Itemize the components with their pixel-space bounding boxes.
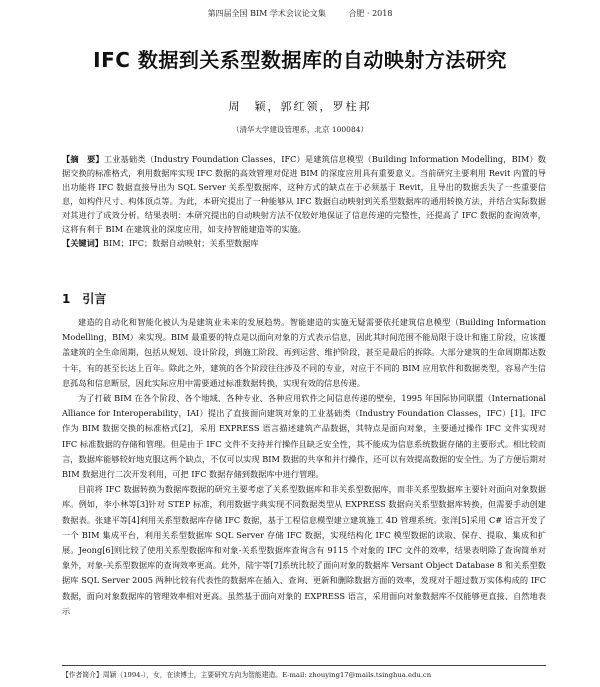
authors: 周 颖，郭红领，罗柱邦 xyxy=(228,100,372,113)
header-conference: 第四届全国 BIM 学术会议论文集 xyxy=(207,9,326,18)
section-title: 引言 xyxy=(82,292,107,306)
body-paragraph: 建造的自动化和智能化被认为是建筑业未来的发展趋势。智能建造的实施无疑需要依托建筑信息模型（Building Information Modelling，BIM）来实现。BIM 最重要的特点是以面向对象的方式表示信息，因此其时间范围不能局限于设计和施工阶段，应该覆盖建筑的全生命周期，包括从规划、设计阶段，到施工阶段、再到运营、维护阶段，甚至是最后的拆除。大部分建筑的生命周期都达数十年，有的甚至长达上百年。除此之外，建筑的各个阶段往往涉及不同的专业，对应于不同的 BIM 应用软件和数据类型，容易产生信息孤岛和信息断层，因此实际应用中需要通过标准数据转换，实现有效的信息传递。 xyxy=(62,317,546,388)
abstract-paragraph xyxy=(62,152,546,236)
abstract-label: 【摘 要】 xyxy=(62,154,104,164)
paper-title: IFC 数据到关系型数据库的自动映射方法研究 xyxy=(93,48,507,72)
keywords-label: 【关键词】 xyxy=(62,238,103,248)
affiliation: （清华大学建设管理系，北京 100084） xyxy=(231,125,368,134)
section-heading xyxy=(62,290,118,307)
running-header xyxy=(0,8,600,19)
header-location: 合肥 · 2018 xyxy=(348,9,393,18)
author-footnote: 【作者简介】周颖（1994-），女，在读博士，主要研究方向为智能建造。E-mail: zhouying17@mails.tsinghua.edu.cn xyxy=(62,665,546,679)
body-paragraph: 为了打破 BIM 在各个阶段、各个地域、各种专业、各种应用软件之间信息传递的壁垒，1995 年国际协同联盟（International Alliance for Interoperability，IAI）提出了直接面向建筑对象的工业基础类（Industry Foundation Classes，IFC）[1]。IFC 作为 BIM 数据交换的标准格式[2]，采用 EXPRESS 语言描述建筑产品数据，其特点是面向对象，主要通过操作 IFC 文件实现对 IFC 标准数据的存储和管理。但是由于 IFC 文件不支持并行操作且缺乏安全性，其不能成为信息系统数据存储的主要形式。相比较而言，数据库能够较好地克服这两个缺点，不仅可以实现 BIM 数据的共享和并行操作，还可以有效提高数据的安全性。为了方便后期对 BIM 数据进行二次开发利用，可把 IFC 数据存储到数据库中进行管理。 xyxy=(62,393,546,480)
body-text xyxy=(62,315,546,619)
abstract-text: 工业基础类（Industry Foundation Classes，IFC）是建筑信息模型（Building Information Modelling，BIM）数据交换的标准格式，利用数据库实现 IFC 数据的高效管理对促进 BIM 的深度应用具有重要意义。当前研究主要利用 Revit 内置的导出功能将 IFC 数据直接导出为 SQL Server 关系型数据库，这种方式的缺点在于必须基于 Revit，且导出的数据丢失了一些重要信息，如构件尺寸、构体顶点等。为此，本研究提出了一种能够从 IFC 数据自动映射到关系型数据库的通用转换方法，并结合实际数据对其进行了成效分析。结果表明：本研究提出的自动映射方法不仅较好地保证了信息传递的完整性，还提高了 IFC 数据的查询效率，这将有利于 BIM 在建筑业的深度应用，如支持智能建造等的实施。 xyxy=(62,154,546,234)
section-number: 1 xyxy=(62,292,71,306)
abstract-block xyxy=(62,152,546,250)
keywords-line xyxy=(62,236,546,250)
body-paragraph: 目前将 IFC 数据转换为数据库数据的研究主要考虑了关系型数据库和非关系型数据库，而非关系型数据库主要针对面向对象数据库。例如，李小林等[3]针对 STEP 标准，利用数据字典实现不同数据类型从 EXPRESS 数据向关系型数据库转换，但需要手动创建数据表。张建平等[4]利用关系型数据库存储 IFC 数据，基于工程信息模型建立建筑施工 4D 管理系统。张洋[5]采用 C# 语言开发了一个 BIM 集成平台，利用关系型数据库 SQL Server 存储 IFC 数据，实现结构化 IFC 模型数据的读取、保存、提取、集成和扩展。Jeong[6]则比较了使用关系型数据库和对象-关系型数据库查询含有 9115 个对象的 IFC 文件的效率，结果表明除了查询简单对象外，对象-关系型数据库的查询效率更高。此外，陆宇等[7]系统比较了面向对象的数据库 Versant Object Database 8 和关系型数据库 SQL Server 2005 两种比较有代表性的数据库在插入、查询、更新和删除数据方面的效率，发现对于超过数万实体构成的 IFC 数据，面向对象数据库的管理效率相对更高。虽然基于面向对象的 EXPRESS 语言，采用面向对象数据库不仅能够更直接、自然地表示 xyxy=(62,484,546,616)
keywords-text: BIM；IFC；数据自动映射；关系型数据库 xyxy=(102,238,259,248)
